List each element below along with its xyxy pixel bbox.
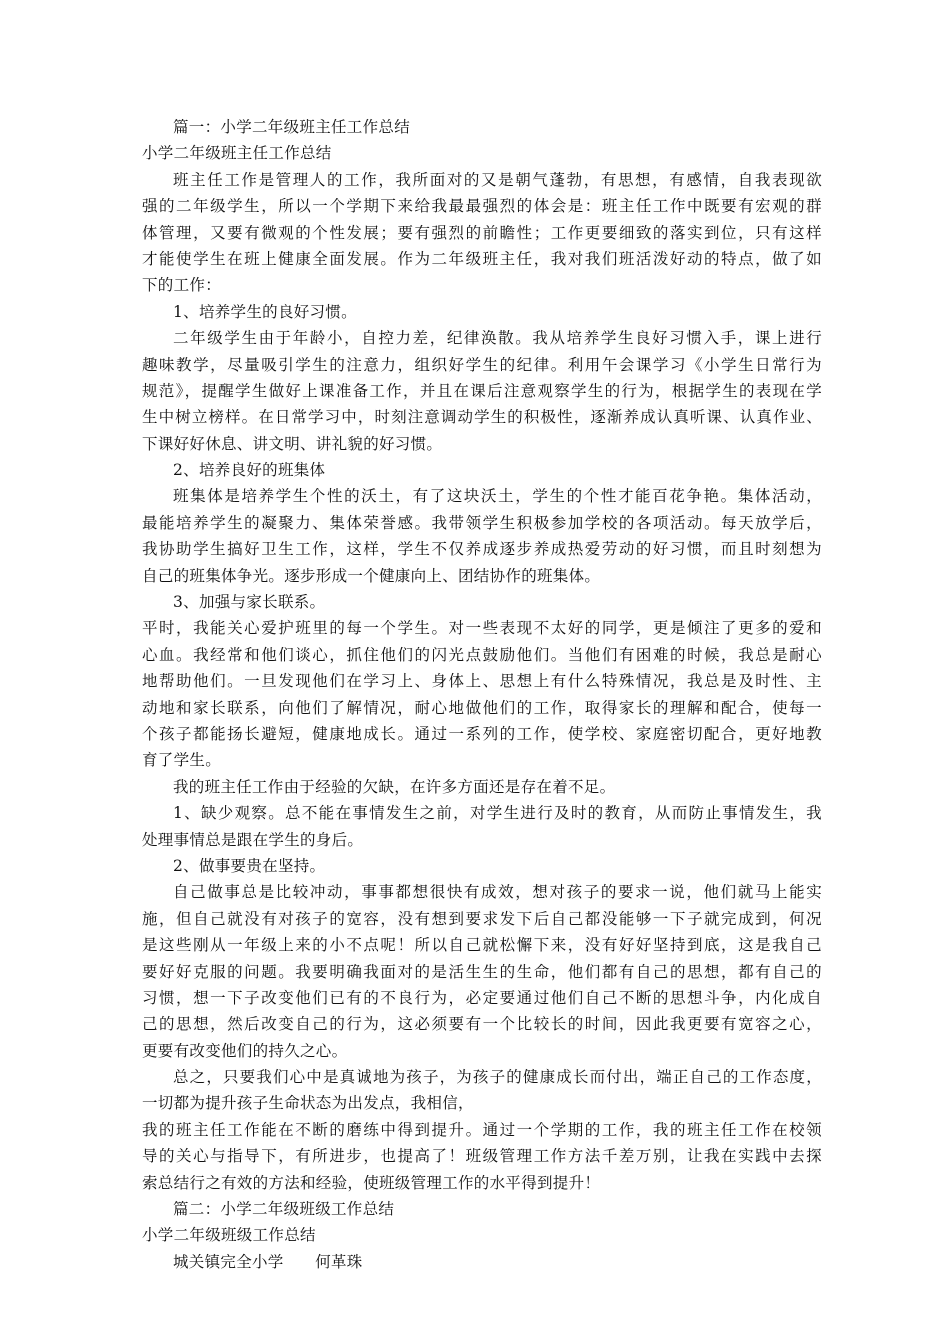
paragraph-line: 趣味教学，尽量吸引学生的注意力，组织好学生的纪律。利用午会课学习《小学生日常行为 <box>142 355 822 374</box>
paragraph-line: 二年级学生由于年龄小，自控力差，纪律涣散。我从培养学生良好习惯入手，课上进行 <box>173 329 822 348</box>
paragraph-line: 最能培养学生的凝聚力、集体荣誉感。我带领学生积极参加学校的各项活动。每天放学后， <box>142 513 822 532</box>
author-line: 城关镇完全小学 何革珠 <box>173 1252 363 1271</box>
paragraph-line: 导的关心与指导下，有所进步，也提高了！班级管理工作方法千差万别，让我在实践中去探 <box>142 1147 822 1166</box>
section-heading: 篇一：小学二年级班主任工作总结 <box>173 118 411 136</box>
paragraph-line: 我协助学生搞好卫生工作，这样，学生不仅养成逐步养成热爱劳动的好习惯，而且时刻想为 <box>142 540 822 559</box>
paragraph-line: 己的思想，然后改变自己的行为，这必须要有一个比较长的时间，因此我更要有宽容之心， <box>142 1015 822 1034</box>
list-heading: 3、加强与家长联系。 <box>173 593 326 612</box>
paragraph-line: 生中树立榜样。在日常学习中，时刻注意调动学生的积极性，逐渐养成认真听课、认真作业、 <box>142 408 822 427</box>
paragraph-line: 才能使学生在班上健康全面发展。作为二年级班主任，我对我们班活泼好动的特点，做了如 <box>142 249 822 268</box>
paragraph-line: 索总结行之有效的方法和经验，使班级管理工作的水平得到提升！ <box>142 1173 601 1192</box>
paragraph-line: 体管理，又要有微观的个性发展；要有强烈的前瞻性；工作更要细致的落实到位，只有这样 <box>142 223 822 242</box>
paragraph-line: 更要有改变他们的持久之心。 <box>142 1041 348 1060</box>
paragraph-line: 个孩子都能扬长避短，健康地成长。通过一系列的工作，使学校、家庭密切配合，更好地教 <box>142 724 822 743</box>
list-heading: 1、培养学生的良好习惯。 <box>173 302 357 321</box>
list-heading: 2、做事要贵在坚持。 <box>173 856 326 875</box>
paragraph-line: 下的工作： <box>142 276 222 295</box>
paragraph-line: 班集体是培养学生个性的沃土，有了这块沃土，学生的个性才能百花争艳。集体活动， <box>173 487 822 506</box>
list-heading: 2、培养良好的班集体 <box>173 461 326 480</box>
paragraph-line: 我的班主任工作能在不断的磨练中得到提升。通过一个学期的工作，我的班主任工作在校领 <box>142 1120 822 1139</box>
paragraph-line: 施，但自己就没有对孩子的宽容，没有想到要求发下后自己都没能够一下子就完成到，何况 <box>142 909 822 928</box>
document-page <box>142 114 822 1275</box>
paragraph-line: 地帮助他们。一旦发现他们在学习上、身体上、思想上有什么特殊情况，我总是及时性、主 <box>142 672 822 691</box>
paragraph-line: 我的班主任工作由于经验的欠缺，在许多方面还是存在着不足。 <box>173 777 616 796</box>
paragraph-line: 是这些刚从一年级上来的小不点呢！所以自己就松懈下来，没有好好坚持到底，这是我自己 <box>142 936 822 955</box>
paragraph-line: 自己做事总是比较冲动，事事都想很快有成效，想对孩子的要求一说，他们就马上能实 <box>173 883 822 902</box>
paragraph-line: 下课好好休息、讲文明、讲礼貌的好习惯。 <box>142 434 443 453</box>
document-title: 小学二年级班级工作总结 <box>142 1226 316 1245</box>
section-heading: 篇二：小学二年级班级工作总结 <box>173 1200 395 1219</box>
paragraph-line: 平时，我能关心爱护班里的每一个学生。对一些表现不太好的同学，更是倾注了更多的爱和 <box>142 619 822 638</box>
paragraph-line: 要好好克服的问题。我要明确我面对的是活生生的生命，他们都有自己的思想，都有自己的 <box>142 962 822 981</box>
paragraph-line: 一切都为提升孩子生命状态为出发点，我相信， <box>142 1094 474 1113</box>
paragraph-line: 心血。我经常和他们谈心，抓住他们的闪光点鼓励他们。当他们有困难的时候，我总是耐心 <box>142 645 822 664</box>
paragraph-line: 班主任工作是管理人的工作，我所面对的又是朝气蓬勃，有思想，有感情，自我表现欲 <box>173 170 822 189</box>
paragraph-line: 1、缺少观察。总不能在事情发生之前，对学生进行及时的教育，从而防止事情发生，我 <box>173 804 822 823</box>
paragraph-line: 动地和家长联系，向他们了解情况，耐心地做他们的工作，取得家长的理解和配合，使每一 <box>142 698 822 717</box>
paragraph-line: 总之，只要我们心中是真诚地为孩子，为孩子的健康成长而付出，端正自己的工作态度， <box>173 1068 822 1087</box>
paragraph-line: 习惯，想一下子改变他们已有的不良行为，必定要通过他们自己不断的思想斗争，内化成自 <box>142 988 822 1007</box>
document-title: 小学二年级班主任工作总结 <box>142 144 332 163</box>
paragraph-line: 规范》，提醒学生做好上课准备工作，并且在课后注意观察学生的行为，根据学生的表现在学 <box>142 381 822 400</box>
paragraph-line: 强的二年级学生，所以一个学期下来给我最最强烈的体会是：班主任工作中既要有宏观的群 <box>142 197 822 216</box>
paragraph-line: 育了学生。 <box>142 751 222 770</box>
paragraph-line: 处理事情总是跟在学生的身后。 <box>142 830 364 849</box>
paragraph-line: 自己的班集体争光。逐步形成一个健康向上、团结协作的班集体。 <box>142 566 601 585</box>
